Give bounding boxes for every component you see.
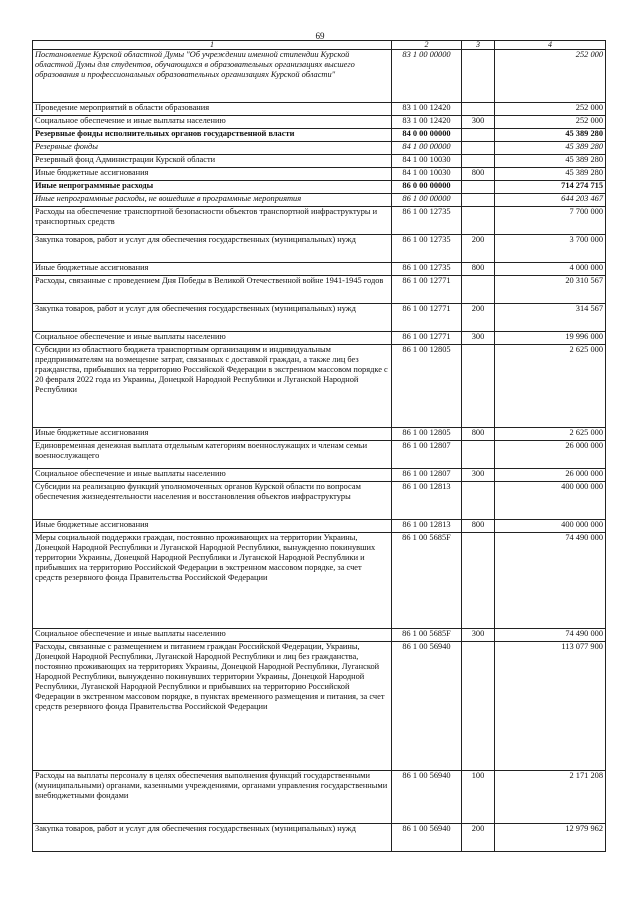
row-name-cell: Социальное обеспечение и иные выплаты населению [33, 332, 392, 345]
row-amount-cell: 2 625 000 [495, 428, 606, 441]
row-amount-cell: 12 979 962 [495, 824, 606, 852]
table-row [33, 50, 606, 103]
row-name-cell: Резервные фонды [33, 142, 392, 155]
row-expense-type-cell [462, 181, 495, 194]
row-code-cell: 86 1 00 5685F [392, 533, 462, 629]
row-name-cell: Социальное обеспечение и иные выплаты населению [33, 116, 392, 129]
row-amount-cell: 45 389 280 [495, 155, 606, 168]
row-expense-type-cell: 300 [462, 116, 495, 129]
table-row [33, 129, 606, 142]
row-name-cell: Социальное обеспечение и иные выплаты населению [33, 469, 392, 482]
table-row [33, 533, 606, 629]
table-row [33, 235, 606, 263]
row-code-cell: 86 1 00 12771 [392, 276, 462, 304]
row-amount-cell: 45 389 280 [495, 168, 606, 181]
row-amount-cell: 74 490 000 [495, 533, 606, 629]
row-expense-type-cell: 100 [462, 771, 495, 824]
table-row [33, 469, 606, 482]
row-name-cell: Закупка товаров, работ и услуг для обеспечения государственных (муниципальных) нужд [33, 304, 392, 332]
table-row [33, 207, 606, 235]
row-amount-cell: 26 000 000 [495, 441, 606, 469]
row-name-cell: Иные бюджетные ассигнования [33, 263, 392, 276]
row-code-cell: 86 1 00 00000 [392, 194, 462, 207]
table-row [33, 194, 606, 207]
row-amount-cell: 644 203 467 [495, 194, 606, 207]
row-expense-type-cell: 200 [462, 235, 495, 263]
row-name-cell: Меры социальной поддержки граждан, постоянно проживающих на территории Украины, Донецкой Народной Республики и Луганской Народной Республики, вынужденно покинувших территории Украины, Донецкой Народной Республики и Луганской Народной Республики и прибывших на территорию Российской Федерации в экстренном массовом порядке, за счет средств резервного фонда Правительства Российской Федерации [33, 533, 392, 629]
row-name-cell: Постановление Курской областной Думы "Об учреждении именной стипендии Курской областной Думы для студентов, обучающихся в образовательных организациях высшего образования и профессиональных образовательных организациях Курской области" [33, 50, 392, 103]
row-expense-type-cell: 800 [462, 520, 495, 533]
row-code-cell: 86 1 00 12807 [392, 441, 462, 469]
row-amount-cell: 4 000 000 [495, 263, 606, 276]
row-code-cell: 84 1 00 10030 [392, 168, 462, 181]
row-expense-type-cell [462, 207, 495, 235]
row-name-cell: Резервные фонды исполнительных органов государственной власти [33, 129, 392, 142]
table-row [33, 332, 606, 345]
row-code-cell: 86 1 00 56940 [392, 771, 462, 824]
row-name-cell: Иные бюджетные ассигнования [33, 168, 392, 181]
row-code-cell: 84 0 00 00000 [392, 129, 462, 142]
row-name-cell: Расходы на обеспечение транспортной безопасности объектов транспортной инфраструктуры и транспортных средств [33, 207, 392, 235]
row-name-cell: Иные бюджетные ассигнования [33, 428, 392, 441]
table-row [33, 276, 606, 304]
row-expense-type-cell [462, 482, 495, 520]
row-name-cell: Закупка товаров, работ и услуг для обеспечения государственных (муниципальных) нужд [33, 824, 392, 852]
row-amount-cell: 252 000 [495, 116, 606, 129]
table-row [33, 263, 606, 276]
row-name-cell: Единовременная денежная выплата отдельным категориям военнослужащих и членам семьи военнослужащего [33, 441, 392, 469]
row-expense-type-cell [462, 129, 495, 142]
row-code-cell: 86 1 00 12807 [392, 469, 462, 482]
row-expense-type-cell [462, 50, 495, 103]
row-code-cell: 86 1 00 12813 [392, 520, 462, 533]
row-code-cell: 84 1 00 10030 [392, 155, 462, 168]
row-code-cell: 83 1 00 12420 [392, 103, 462, 116]
row-amount-cell: 2 625 000 [495, 345, 606, 428]
row-expense-type-cell: 800 [462, 168, 495, 181]
row-code-cell: 86 1 00 12735 [392, 263, 462, 276]
row-amount-cell: 26 000 000 [495, 469, 606, 482]
row-expense-type-cell: 300 [462, 629, 495, 642]
row-code-cell: 83 1 00 12420 [392, 116, 462, 129]
table-row [33, 642, 606, 771]
table-row [33, 168, 606, 181]
row-name-cell: Резервный фонд Администрации Курской области [33, 155, 392, 168]
col-3-header: 3 [462, 41, 495, 50]
table-row [33, 441, 606, 469]
row-code-cell: 86 1 00 12771 [392, 332, 462, 345]
row-amount-cell: 252 000 [495, 50, 606, 103]
table-row [33, 142, 606, 155]
row-code-cell: 84 1 00 00000 [392, 142, 462, 155]
row-name-cell: Расходы, связанные с проведением Дня Победы в Великой Отечественной войне 1941-1945 годов [33, 276, 392, 304]
row-amount-cell: 714 274 715 [495, 181, 606, 194]
row-name-cell: Расходы на выплаты персоналу в целях обеспечения выполнения функций государственными (муниципальными) органами, казенными учреждениями, органами управления государственными внебюджетными фондами [33, 771, 392, 824]
row-expense-type-cell: 300 [462, 332, 495, 345]
row-code-cell: 86 1 00 5685F [392, 629, 462, 642]
row-expense-type-cell [462, 103, 495, 116]
row-expense-type-cell [462, 276, 495, 304]
row-code-cell: 86 1 00 12771 [392, 304, 462, 332]
page-number: 69 [315, 31, 325, 41]
row-expense-type-cell [462, 642, 495, 771]
row-code-cell: 86 1 00 12805 [392, 345, 462, 428]
row-name-cell: Иные непрограммные расходы [33, 181, 392, 194]
row-expense-type-cell: 200 [462, 304, 495, 332]
row-expense-type-cell: 800 [462, 428, 495, 441]
row-code-cell: 86 0 00 00000 [392, 181, 462, 194]
budget-table-body [33, 41, 606, 852]
row-name-cell: Субсидии из областного бюджета транспортным организациям и индивидуальным предпринимателям на возмещение затрат, связанных с доставкой граждан, а также лиц без гражданства, прибывших на территорию Российской Федерации в экстренном массовом порядке с 20 февраля 2022 года из Украины, Донецкой Народной Республики и Луганской Народной Республики [33, 345, 392, 428]
col-2-header: 2 [392, 41, 462, 50]
table-row [33, 155, 606, 168]
row-name-cell: Проведение мероприятий в области образования [33, 103, 392, 116]
table-row [33, 181, 606, 194]
row-expense-type-cell [462, 155, 495, 168]
row-expense-type-cell [462, 441, 495, 469]
row-amount-cell: 74 490 000 [495, 629, 606, 642]
row-expense-type-cell: 300 [462, 469, 495, 482]
row-amount-cell: 7 700 000 [495, 207, 606, 235]
table-row [33, 428, 606, 441]
row-expense-type-cell: 800 [462, 263, 495, 276]
row-name-cell: Социальное обеспечение и иные выплаты населению [33, 629, 392, 642]
column-number-header [33, 41, 606, 50]
row-amount-cell: 314 567 [495, 304, 606, 332]
row-code-cell: 86 1 00 12813 [392, 482, 462, 520]
row-amount-cell: 400 000 000 [495, 520, 606, 533]
budget-table [32, 40, 606, 852]
table-row [33, 771, 606, 824]
row-amount-cell: 20 310 567 [495, 276, 606, 304]
table-row [33, 103, 606, 116]
table-row [33, 824, 606, 852]
row-name-cell: Расходы, связанные с размещением и питанием граждан Российской Федерации, Украины, Донецкой Народной Республики, Луганской Народной Республики и лиц без гражданства, постоянно проживающих на территориях Украины, Донецкой Народной Республики, Луганской Народной Республики, вынужденно покинувших территории Украины, Донецкой Народной Республики, Луганской Народной Республики и прибывших на территорию Российской Федерации в экстренном массовом порядке, в пунктах временного размещения и питания, за счет средств резервного фонда Правительства Российской Федерации [33, 642, 392, 771]
row-expense-type-cell [462, 142, 495, 155]
row-amount-cell: 19 996 000 [495, 332, 606, 345]
table-row [33, 345, 606, 428]
row-expense-type-cell [462, 194, 495, 207]
row-name-cell: Иные бюджетные ассигнования [33, 520, 392, 533]
table-row [33, 116, 606, 129]
row-amount-cell: 45 389 280 [495, 129, 606, 142]
row-expense-type-cell: 200 [462, 824, 495, 852]
row-name-cell: Закупка товаров, работ и услуг для обеспечения государственных (муниципальных) нужд [33, 235, 392, 263]
col-4-header: 4 [495, 41, 606, 50]
row-expense-type-cell [462, 533, 495, 629]
row-amount-cell: 3 700 000 [495, 235, 606, 263]
table-row [33, 520, 606, 533]
row-code-cell: 86 1 00 12805 [392, 428, 462, 441]
row-code-cell: 86 1 00 12735 [392, 235, 462, 263]
row-amount-cell: 2 171 208 [495, 771, 606, 824]
row-code-cell: 86 1 00 56940 [392, 642, 462, 771]
row-code-cell: 86 1 00 56940 [392, 824, 462, 852]
row-amount-cell: 252 000 [495, 103, 606, 116]
table-row [33, 304, 606, 332]
row-code-cell: 86 1 00 12735 [392, 207, 462, 235]
row-code-cell: 83 1 00 00000 [392, 50, 462, 103]
row-name-cell: Иные непрограммные расходы, не вошедшие в программные мероприятия [33, 194, 392, 207]
row-amount-cell: 113 077 900 [495, 642, 606, 771]
row-name-cell: Субсидии на реализацию функций уполномоченных органов Курской области по вопросам обеспечения жизнедеятельности населения и восстановления объектов инфраструктуры [33, 482, 392, 520]
row-amount-cell: 45 389 280 [495, 142, 606, 155]
table-row [33, 482, 606, 520]
row-amount-cell: 400 000 000 [495, 482, 606, 520]
table-row [33, 629, 606, 642]
col-1-header: 1 [33, 41, 392, 50]
row-expense-type-cell [462, 345, 495, 428]
